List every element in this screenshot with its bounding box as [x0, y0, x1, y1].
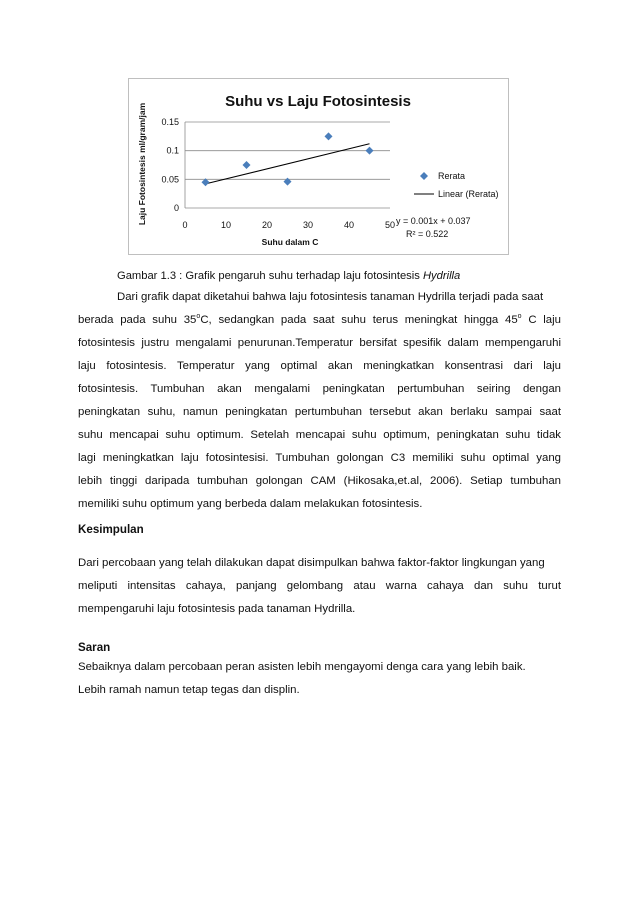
figure-caption: [117, 270, 460, 282]
text-fragment: C, sedangkan pada saat suhu terus meningkat hingga 45: [200, 314, 518, 326]
x-tick-label: 20: [261, 220, 273, 230]
x-tick-label: 50: [384, 220, 396, 230]
legend-rerata-label: Rerata: [438, 171, 466, 181]
text-line: laju fotosintesis. Temperatur yang optimal akan meningkatkan konsentrasi dari laju: [78, 360, 561, 372]
y-tick-label: 0.05: [161, 174, 179, 185]
text-line: mempengaruhi laju fotosintesis pada tanaman Hydrilla.: [78, 603, 356, 615]
text-line: Dari grafik dapat diketahui bahwa laju fotosintesis tanaman Hydrilla terjadi pada saat: [117, 291, 544, 303]
text-line: [78, 309, 561, 332]
text-fragment: C laju: [521, 314, 562, 326]
kesimpulan-paragraph: [78, 552, 561, 621]
x-tick-label: 0: [182, 220, 188, 230]
text-line: Sebaiknya dalam percobaan peran asisten lebih mengayomi denga cara yang lebih baik.: [78, 661, 526, 673]
legend-linear-label: Linear (Rerata): [438, 189, 499, 199]
text-line: meliputi intensitas cahaya, panjang gelombang atau warna cahaya dan suhu turut: [78, 580, 561, 592]
text-line: lebih tinggi daripada tumbuhan golongan CAM (Hikosaka,et.al, 2006). Setiap tumbuhan: [78, 475, 561, 487]
superscript: o: [196, 313, 201, 321]
text-line: fotosintesis. Tumbuhan akan mengalami peningkatan pertumbuhan seiring dengan: [78, 383, 561, 395]
x-tick-label: 10: [220, 220, 232, 230]
superscript: o: [517, 313, 522, 321]
text-line: Dari percobaan yang telah dilakukan dapat disimpulkan bahwa faktor-faktor lingkungan yang: [78, 557, 545, 569]
x-tick-label: 40: [343, 220, 355, 230]
caption-species: Hydrilla: [422, 270, 461, 282]
saran-paragraph: [78, 656, 561, 702]
kesimpulan-heading: Kesimpulan: [78, 523, 144, 536]
text-line: fotosintesis justru mengalami penurunan.Temperatur bersifat spesifik dalam mempengaruhi: [78, 337, 561, 349]
saran-heading: Saran: [78, 641, 111, 654]
text-fragment: berada pada suhu 35: [78, 314, 197, 326]
x-axis-label: Suhu dalam C: [261, 237, 319, 247]
text-line: Lebih ramah namun tetap tegas dan displin.: [78, 684, 300, 696]
chart-svg: [128, 78, 509, 255]
trend-equation: y = 0.001x + 0.037: [396, 216, 471, 226]
y-tick-label: 0.15: [161, 117, 179, 127]
trend-r2: R² = 0.522: [406, 229, 449, 239]
text-line: peningkatan suhu, namun peningkatan pertumbuhan tersebut akan berlaku sampai saat: [78, 406, 561, 418]
y-tick-label: 0: [173, 203, 179, 213]
text-line: lagi meningkatkan laju fotosintesisi. Tumbuhan golongan C3 memiliki suhu optimal yang: [78, 452, 561, 464]
discussion-paragraph: [78, 286, 561, 516]
y-axis-label: Laju Fotosintesis ml/gram/jam: [137, 102, 147, 226]
y-tick-label: 0.1: [166, 145, 179, 156]
chart-figure: [128, 78, 509, 255]
x-tick-label: 30: [302, 220, 314, 230]
chart-title: Suhu vs Laju Fotosintesis: [225, 93, 411, 110]
caption-text: Gambar 1.3 : Grafik pengaruh suhu terhadap laju fotosintesis: [117, 270, 423, 282]
text-line: memiliki suhu optimum yang berbeda dalam melakukan fotosintesis.: [78, 498, 423, 510]
text-line: suhu mencapai suhu optimum. Setelah mencapai suhu optimum, peningkatan suhu tidak: [78, 429, 561, 441]
